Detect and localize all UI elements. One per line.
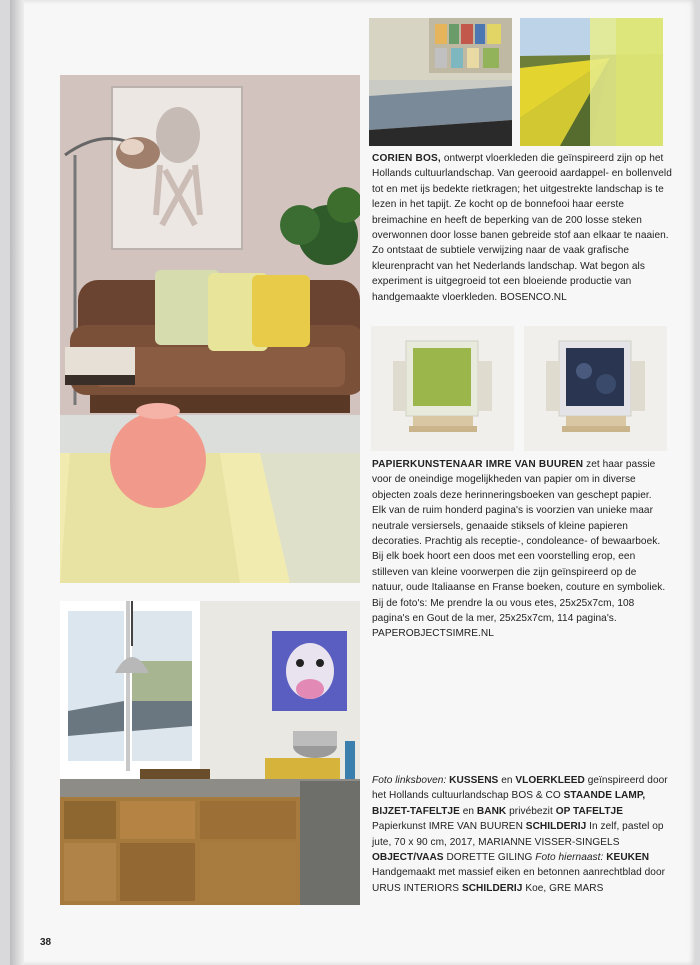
credit-text: Handgemaakt met massief eiken en betonnen aanrechtblad door URUS INTERIORS xyxy=(372,867,666,894)
credit-text: Papierkunst IMRE VAN BUUREN xyxy=(372,821,523,833)
credit-keyword: BANK xyxy=(476,805,507,817)
credit-keyword: VLOERKLEED xyxy=(515,775,585,786)
photo-paper-book-green xyxy=(371,326,514,451)
credit-text: DORETTE GILING xyxy=(446,852,533,864)
credit-keyword: KEUKEN xyxy=(606,852,650,864)
photo-tulip-field xyxy=(520,18,663,146)
photo-rug-studio xyxy=(369,18,512,146)
page-number: 38 xyxy=(40,937,52,948)
credit-keyword: OP TAFELTJE xyxy=(555,805,623,817)
credit-text: privébezit xyxy=(509,805,553,817)
photo-paper-book-blue xyxy=(524,326,667,451)
article-corien-bos xyxy=(372,151,672,305)
credit-text: geïnspireerd door het Hollands cultuurlandschap BOS & CO xyxy=(372,775,668,802)
article-imre-van-buuren xyxy=(372,457,667,642)
credit-text: en xyxy=(462,805,475,817)
website-link[interactable]: BOSENCO.NL xyxy=(500,291,567,303)
credit-keyword: OBJECT/VAAS xyxy=(372,852,444,864)
credit-text: In zelf, pastel op jute, 70 x 90 cm, 2017, MARIANNE VISSER-SINGELS xyxy=(372,821,664,848)
credit-keyword: KUSSENS xyxy=(449,775,499,786)
article-body: zet haar passie voor de oneindige mogelijkheden van papier om in diverse objecten zoals deze herinneringsboeken van geschept papier. Elk van de ruim honderd pagina's is voorzien van unieke maar neutrale versiersels, genaaide stiksels of kleine papieren decoraties. Prachtig als receptie-, condoleance- of bewaarboek. Bij elk boek hoort een doos met een voorstelling erop, een stilleven van kleine voorwerpen die zijn geïnspireerd op de natuur, oude Italiaanse en Franse boeken, couture en symboliek. Bij de foto's: Me prendre la ou vous etes, 25x25x7cm, 108 pagina's en Gout de la mer, 25x25x7cm, 114 pagina's. xyxy=(372,459,666,625)
credit-keyword: SCHILDERIJ xyxy=(461,882,523,894)
designer-name: CORIEN BOS, xyxy=(372,153,441,164)
article-body: ontwerpt vloerkleden die geïnspireerd zijn op het Hollands cultuurlandschap. Van geerooid aardappel- en bollenveld tot en met ijs bedekte rietkragen; het uitgestrekte landschap is te lezen in het tapijt. Ze kocht op de bonnefooi haar eerste breimachine en heeft de beperking van de 200 losse steken overwonnen door losse banen gebreide stof aan elkaar te naaien. Zo ontstaat de subtiele verwijzing naar de vaak grafische kleurenpracht van het Nederlands landschap. Wat begon als experiment is uitgegroeid tot een bloeiende productie van handgemaakte vloerkleden. xyxy=(372,153,672,303)
credit-keyword: SCHILDERIJ xyxy=(525,821,587,833)
photo-kitchen xyxy=(60,601,360,905)
photo-credits xyxy=(372,773,672,896)
credit-text: en xyxy=(501,775,513,786)
magazine-page xyxy=(10,0,696,965)
credit-label: Foto hiernaast: xyxy=(535,852,604,864)
photo-living-room xyxy=(60,75,360,583)
credit-keyword: STAANDE LAMP, BIJZET-TAFELTJE xyxy=(372,790,646,817)
credit-text: Koe, GRE MARS xyxy=(525,882,604,894)
website-link[interactable]: PAPEROBJECTSIMRE.NL xyxy=(372,628,494,640)
credit-label: Foto linksboven: xyxy=(372,775,447,786)
artist-name: PAPIERKUNSTENAAR IMRE VAN BUUREN xyxy=(372,459,584,470)
page-gutter xyxy=(10,0,24,965)
